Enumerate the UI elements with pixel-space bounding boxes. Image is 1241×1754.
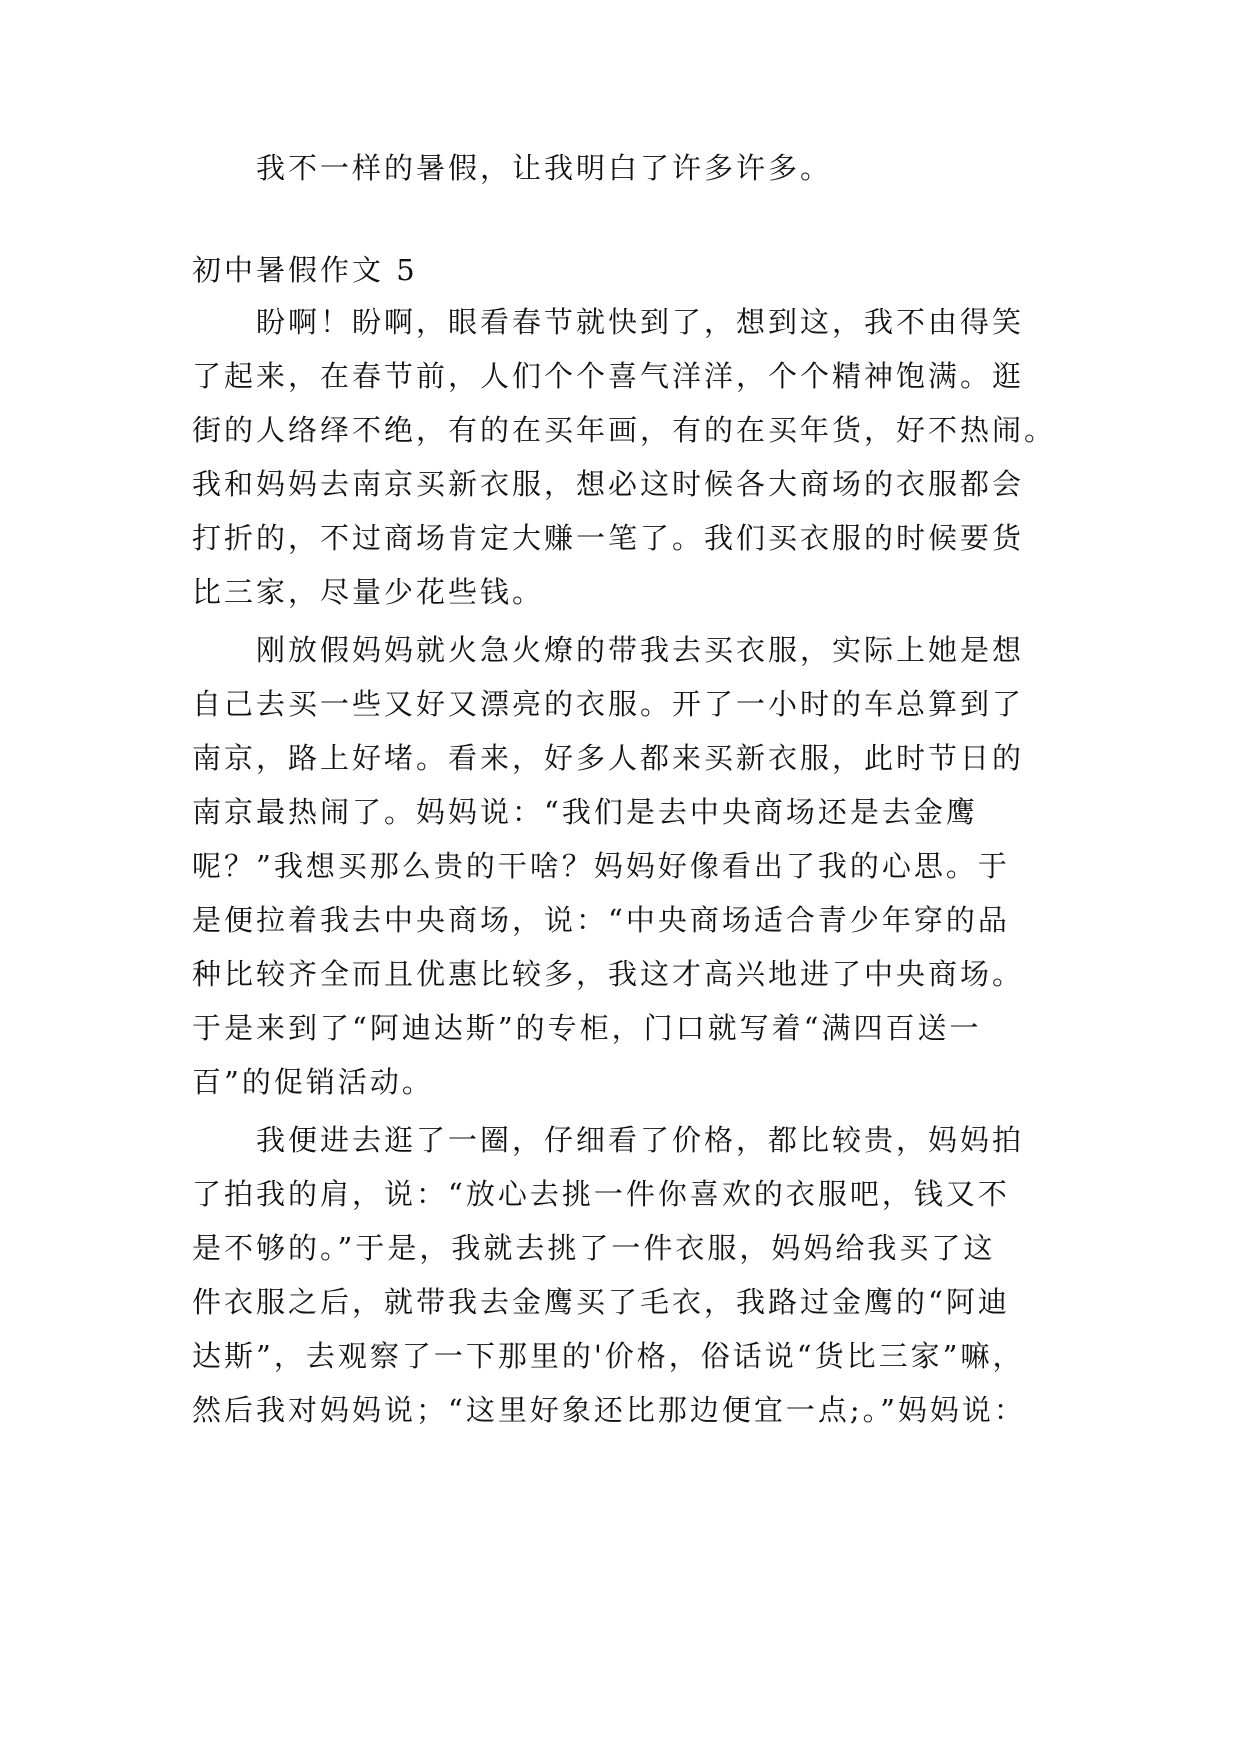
paragraph-line: 件衣服之后，就带我去金鹰买了毛衣，我路过金鹰的“阿迪 <box>192 1285 1010 1319</box>
paragraph-line: 打折的，不过商场肯定大赚一笔了。我们买衣服的时候要货 <box>192 521 1025 555</box>
paragraph-line: 刚放假妈妈就火急火燎的带我去买衣服，实际上她是想 <box>256 633 1025 667</box>
paragraph-line: 了拍我的肩，说：“放心去挑一件你喜欢的衣服吧，钱又不 <box>192 1177 1010 1211</box>
paragraph-line: 于是来到了“阿迪达斯”的专柜，门口就写着“满四百送一 <box>192 1011 982 1045</box>
paragraph-line: 呢？”我想买那么贵的干啥？妈妈好像看出了我的心思。于 <box>192 849 1010 883</box>
paragraph-line: 是不够的。”于是，我就去挑了一件衣服，妈妈给我买了这 <box>192 1231 996 1265</box>
paragraph-line: 种比较齐全而且优惠比较多，我这才高兴地进了中央商场。 <box>192 957 1025 991</box>
paragraph-line: 街的人络绎不绝，有的在买年画，有的在买年货，好不热闹。 <box>192 413 1057 447</box>
paragraph-line: 自己去买一些又好又漂亮的衣服。开了一小时的车总算到了 <box>192 687 1025 721</box>
paragraph-line: 了起来，在春节前，人们个个喜气洋洋，个个精神饱满。逛 <box>192 359 1025 393</box>
opening-line: 我不一样的暑假，让我明白了许多许多。 <box>256 151 833 185</box>
section-title: 初中暑假作文 5 <box>192 253 418 287</box>
paragraph-line: 南京，路上好堵。看来，好多人都来买新衣服，此时节日的 <box>192 741 1025 775</box>
paragraph-line: 达斯”，去观察了一下那里的'价格，俗话说“货比三家”嘛， <box>192 1339 1025 1373</box>
paragraph-line: 百”的促销活动。 <box>192 1065 434 1099</box>
paragraph-line: 南京最热闹了。妈妈说：“我们是去中央商场还是去金鹰 <box>192 795 978 829</box>
paragraph-line: 我便进去逛了一圈，仔细看了价格，都比较贵，妈妈拍 <box>256 1123 1025 1157</box>
paragraph-line: 盼啊！盼啊，眼看春节就快到了，想到这，我不由得笑 <box>256 305 1025 339</box>
paragraph-line: 是便拉着我去中央商场，说：“中央商场适合青少年穿的品 <box>192 903 1010 937</box>
paragraph-line: 比三家，尽量少花些钱。 <box>192 575 545 609</box>
paragraph-line: 我和妈妈去南京买新衣服，想必这时候各大商场的衣服都会 <box>192 467 1025 501</box>
paragraph-line: 然后我对妈妈说；“这里好象还比那边便宜一点;。”妈妈说： <box>192 1393 1026 1427</box>
